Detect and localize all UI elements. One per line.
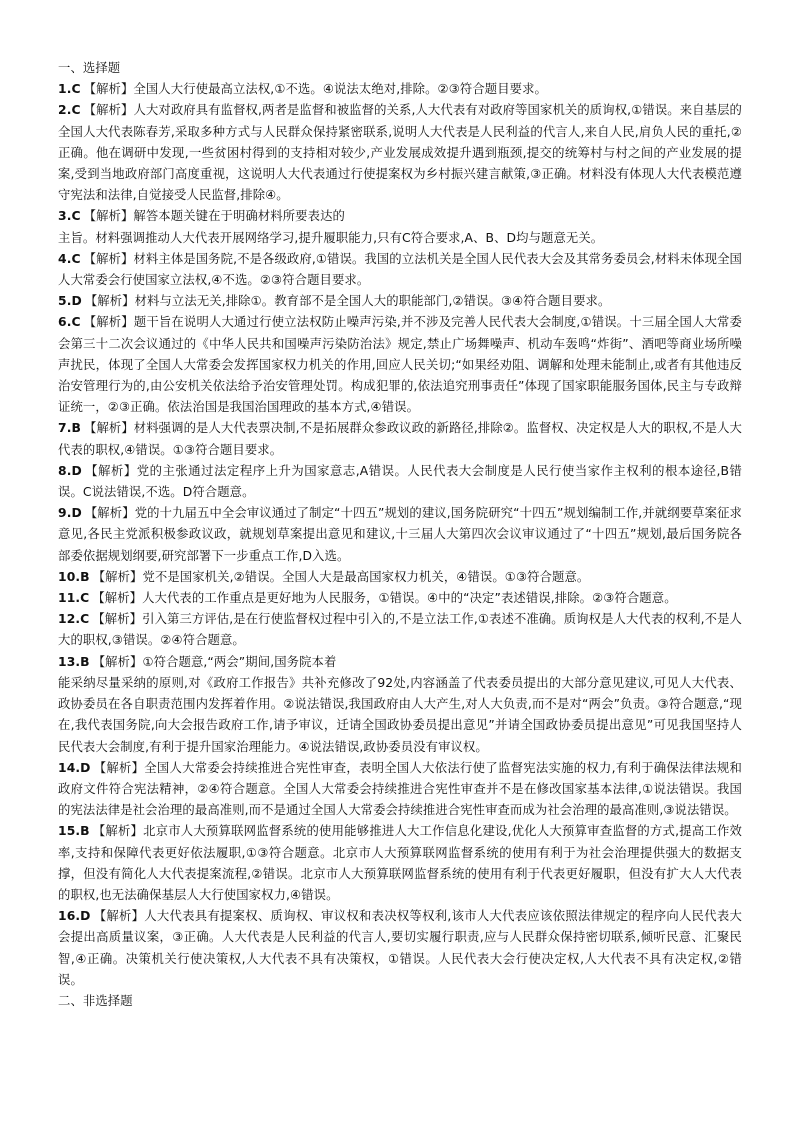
answer-item — [58, 906, 742, 991]
answer-text: 能采纳尽量采纳的原则,对《政府工作报告》共补充修改了92处,内容涵盖了代表委员提出的大部分意见建议,可见人大代表、政协委员在各自职责范围内发挥着作用。②说法错误,我国政府由人大产生,对人大负责,而不是对“两会”负责。③符合题意,“现在,我代表国务院,向大会报告政府工作,请予审议，迁请全国政协委员提出意见”并请全国政协委员提出意见”可见我国坚持人民代表大会制度,有利于提升国家治理能力。④说法错误,政协委员没有审议权。 — [58, 675, 742, 754]
answer-item — [58, 758, 742, 822]
answer-number: 7.B — [58, 421, 81, 436]
answer-item — [58, 312, 742, 418]
answer-item — [58, 503, 742, 567]
answer-item — [58, 206, 742, 227]
answer-number: 10.B — [58, 569, 90, 584]
answer-number: 3.C — [58, 209, 81, 224]
answer-item — [58, 652, 742, 673]
answer-item — [58, 100, 742, 206]
answer-item — [58, 609, 742, 651]
answer-number: 6.C — [58, 315, 81, 330]
answer-number: 15.B — [58, 824, 90, 839]
section-heading-nonchoice: 二、非选择题 — [58, 993, 133, 1008]
answer-text: 【解析】材料主体是国务院,不是各级政府,①错误。我国的立法机关是全国人民代表大会及其常务委员会,材料未体现全国人大常委会行使国家立法权,④不选。②③符合题目要求。 — [58, 251, 742, 288]
answer-list — [58, 79, 742, 991]
answer-item — [58, 228, 742, 249]
answer-text: 【解析】引入第三方评估,是在行使监督权过程中引入的,不是立法工作,①表述不准确。质询权是人大代表的权利,不是人大的职权,③错误。②④符合题意。 — [58, 612, 742, 648]
answer-text: 【解析】材料强调的是人大代表票决制,不是拓展群众参政议政的新路径,排除②。监督权、决定权是人大的职权,不是人大代表的职权,④错误。①③符合题目要求。 — [58, 421, 742, 457]
answer-item — [58, 673, 742, 758]
section-heading-choice: 一、选择题 — [58, 61, 121, 75]
answer-number: 2.C — [58, 103, 81, 118]
document-page — [58, 58, 742, 1012]
answer-text: 【解析】北京市人大预算联网监督系统的使用能够推进人大工作信息化建设,优化人大预算审查监督的方式,提高工作效率,支持和保障代表更好依法履职,①③符合题意。北京市人大预算联网监督系统的使用有利于为社会治理提供强大的数据支撑，但没有简化人大代表提案流程,②错误。北京市人大预算联网监督系统的使用有利于代表更好履职，但没有扩大人大代表的职权,也无法确保基层人大行使国家权力,④错误。 — [58, 824, 742, 902]
answer-number: 11.C — [58, 591, 90, 606]
answer-item — [58, 79, 742, 100]
answer-item — [58, 567, 742, 588]
answer-text: 【解析】人大代表的工作重点是更好地为人民服务，①错误。④中的“决定”表述错误,排除。②③符合题意。 — [92, 591, 677, 606]
answer-text: 【解析】党的主张通过法定程序上升为国家意志,A错误。人民代表大会制度是人民行使当家作主权利的根本途径,B错误。C说法错误,不选。D符合题意。 — [58, 463, 742, 500]
answer-item — [58, 291, 742, 312]
answer-text: 主旨。材料强调推动人大代表开展网络学习,提升履职能力,只有C符合要求,A、B、D均与题意无关。 — [58, 230, 604, 245]
answer-text: 【解析】党的十九届五中全会审议通过了制定“十四五”规划的建议,国务院研究“十四五”规划编制工作,并就纲要草案征求意见,各民主党派积极参政议政，就规划草案提出意见和建议,十三届人大第四次会议审议通过了“十四五”规划,最后国务院各部委依据规划纲要,研究部署下一步重点工作,D入选。 — [58, 506, 742, 563]
answer-item — [58, 461, 742, 503]
answer-number: 16.D — [58, 909, 91, 924]
answer-item — [58, 821, 742, 906]
answer-item — [58, 588, 742, 609]
answer-text: 【解析】党不是国家机关,②错误。全国人大是最高国家权力机关，④错误。①③符合题意。 — [92, 569, 590, 584]
answer-number: 13.B — [58, 654, 90, 669]
answer-text: 【解析】人大代表具有提案权、质询权、审议权和表决权等权利,该市人大代表应该依照法律规定的程序向人民代表大会提出高质量议案，③正确。人大代表是人民利益的代言人,要切实履行职责,应与人民群众保持密切联系,倾听民意、汇聚民智,④正确。决策机关行使决策权,人大代表不具有决策权，①错误。人民代表大会行使决定权,人大代表不具有决定权,②错误。 — [58, 909, 742, 987]
answer-item — [58, 418, 742, 460]
answer-number: 8.D — [58, 463, 82, 478]
answer-number: 9.D — [58, 506, 82, 521]
answer-text: 【解析】题干旨在说明人大通过行使立法权防止噪声污染,并不涉及完善人民代表大会制度,①错误。十三届全国人大常委会第三十二次会议通过的《中华人民共和国噪声污染防治法》规定,禁止广场舞噪声、机动车轰鸣“炸街”、酒吧等商业场所噪声扰民，体现了全国人大常委会发挥国家权力机关的作用,回应人民关切;“如果经劝阻、调解和处理未能制止,或者有其他违反治安管理行为的,由公安机关依法给予治安管理处罚。构成犯罪的,依法追究刑事责任”体现了国家职能服务国体,民主与专政辩证统一，②③正确。依法治国是我国治国理政的基本方式,④错误。 — [58, 315, 742, 415]
answer-text: 【解析】材料与立法无关,排除①。教育部不是全国人大的职能部门,②错误。③④符合题目要求。 — [84, 294, 611, 309]
answer-text: 【解析】人大对政府具有监督权,两者是监督和被监督的关系,人大代表有对政府等国家机关的质询权,①错误。来自基层的全国人大代表陈春芳,采取多种方式与人民群众保持紧密联系,说明人大代表是人民利益的代言人,来自人民,肩负人民的重托,②正确。他在调研中发现,一些贫困村得到的支持相对较少,产业发展成效提升遇到瓶颈,提交的统筹村与村之间的产业发展的提案,受到当地政府部门高度重视，这说明人大代表通过行使提案权为乡村振兴建言献策,③正确。材料没有体现人大代表模范遵守宪法和法律,自觉接受人民监督,排除④。 — [58, 103, 742, 203]
answer-number: 12.C — [58, 612, 90, 627]
answer-text: 【解析】全国人大常委会持续推进合宪性审查，表明全国人大依法行使了监督宪法实施的权力,有利于确保法律法规和政府文件符合宪法精神，②④符合题意。全国人大常委会持续推进合宪性审查并不是在修改国家基本法律,①说法错误。我国的宪法法律是社会治理的最高准则,而不是通过全国人大常委会持续推进合宪性审查而成为社会治理的最高准则,③说法错误。 — [58, 760, 742, 818]
answer-text: 【解析】解答本题关键在于明确材料所要表达的 — [83, 209, 345, 224]
answer-item — [58, 249, 742, 291]
answer-number: 14.D — [58, 760, 91, 775]
answer-number: 1.C — [58, 82, 81, 97]
answer-text: 【解析】①符合题意,“两会”期间,国务院本着 — [92, 654, 337, 669]
answer-number: 5.D — [58, 294, 82, 309]
answer-number: 4.C — [58, 251, 81, 266]
answer-text: 【解析】全国人大行使最高立法权,①不选。④说法太绝对,排除。②③符合题目要求。 — [83, 82, 547, 97]
